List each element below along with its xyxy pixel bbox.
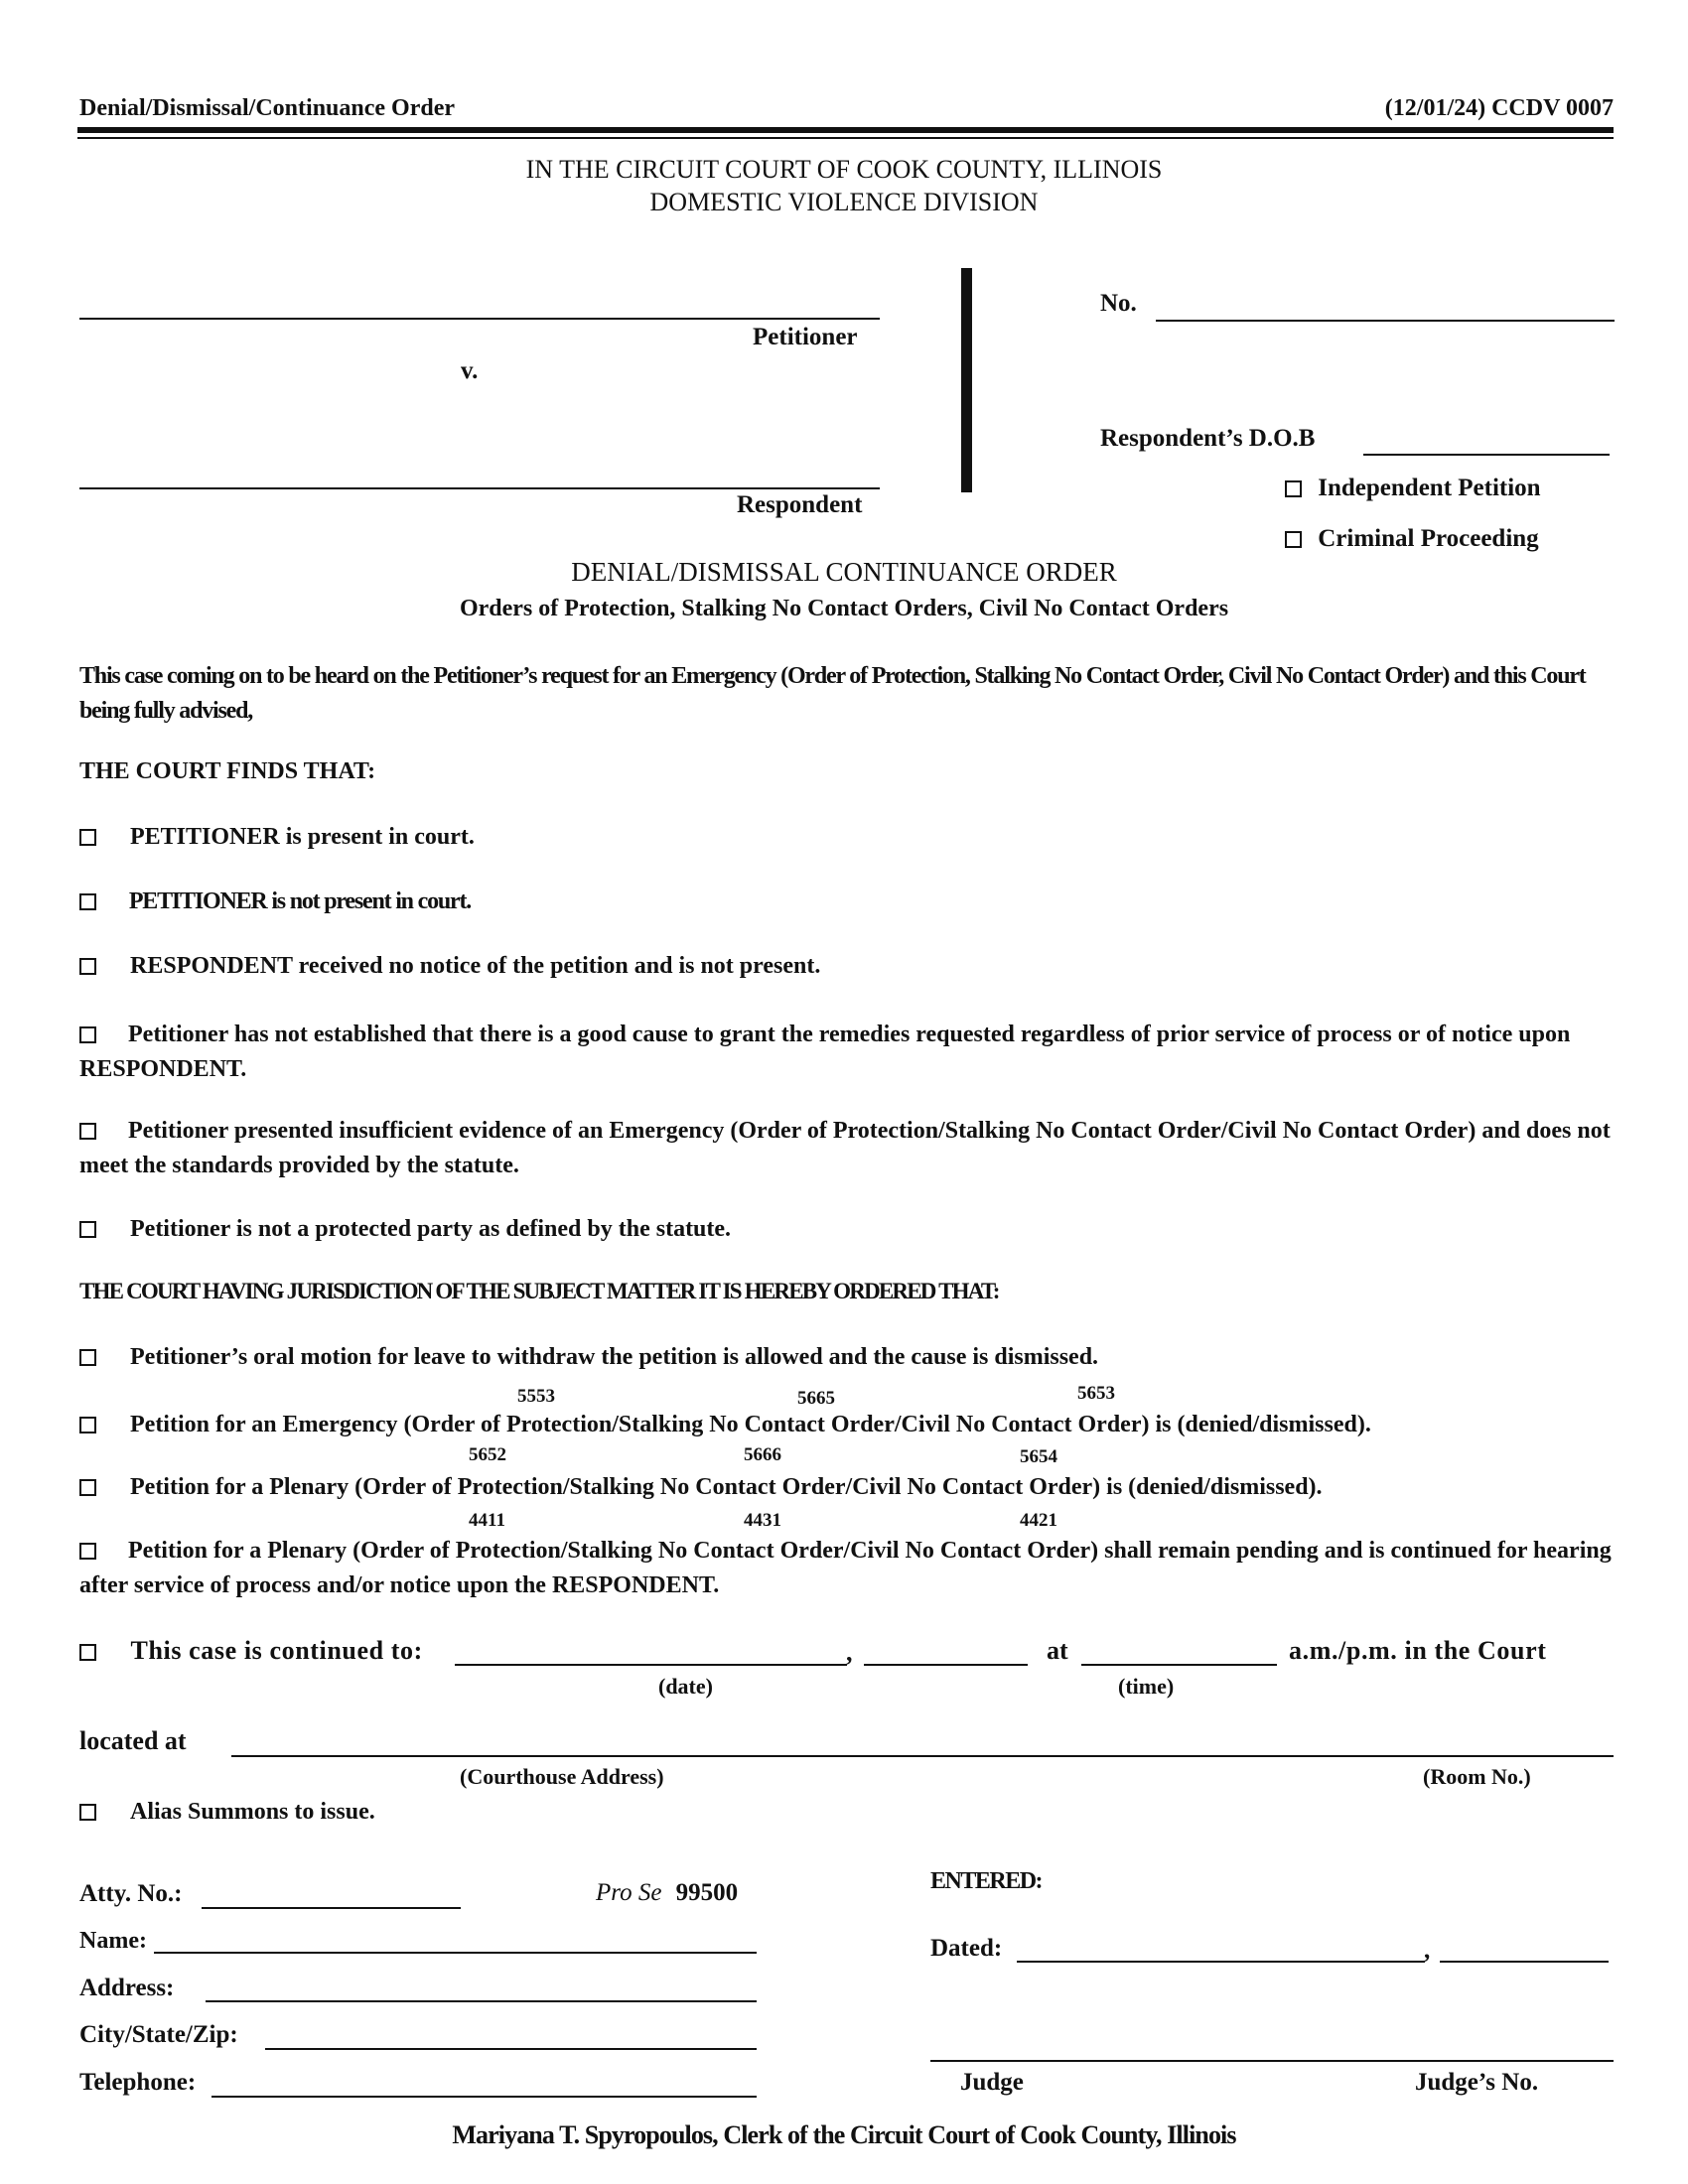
versus-label: v. <box>461 357 479 384</box>
code-label: 4431 <box>744 1510 781 1531</box>
judge-no-label: Judge’s No. <box>1415 2069 1539 2096</box>
court-division: DOMESTIC VIOLENCE DIVISION <box>649 188 1039 216</box>
order-plenary-pending[interactable]: Petition for a Plenary (Order of Protection/Stalking No Contact Order/Civil No Contact Order) shall remain pending and is continued for hearing after service of process and/or notice upon the RESPONDENT. <box>79 1538 1612 1598</box>
order-withdraw[interactable]: Petitioner’s oral motion for leave to withdraw the petition is allowed and the cause is dismissed. <box>79 1344 1098 1371</box>
finding-checkbox[interactable] <box>79 829 96 846</box>
judge-signature-line[interactable] <box>930 2060 1614 2062</box>
case-no-line[interactable] <box>1156 320 1615 322</box>
dated-line[interactable] <box>1017 1961 1425 1963</box>
independent-petition-label: Independent Petition <box>1318 475 1541 501</box>
finding-item[interactable]: Petitioner has not established that there is a good cause to grant the remedies requested regardless of prior service of process or of notice upon RESPONDENT. <box>79 1022 1571 1082</box>
finding-checkbox[interactable] <box>79 1123 96 1140</box>
finding-checkbox[interactable] <box>79 1221 96 1238</box>
finding-item[interactable]: PETITIONER is not present in court. <box>79 888 471 915</box>
finding-item[interactable]: PETITIONER is present in court. <box>79 824 475 851</box>
finding-checkbox[interactable] <box>79 893 96 910</box>
criminal-proceeding-checkbox[interactable] <box>1285 531 1302 548</box>
finding-item[interactable]: Petitioner presented insufficient evidence of an Emergency (Order of Protection/Stalking No Contact Order/Civil No Contact Order) and does not meet the standards provided by the statute. <box>79 1118 1611 1178</box>
finding-checkbox[interactable] <box>79 958 96 975</box>
name-line[interactable] <box>154 1952 757 1954</box>
continued-year-line[interactable] <box>864 1664 1028 1666</box>
criminal-proceeding-label: Criminal Proceeding <box>1318 525 1539 552</box>
code-label: 5653 <box>1077 1383 1115 1404</box>
finding-checkbox[interactable] <box>79 1026 96 1043</box>
code-label: 5553 <box>517 1386 555 1407</box>
city-line[interactable] <box>265 2048 757 2050</box>
courthouse-address-line[interactable] <box>231 1755 1614 1757</box>
continued-time-line[interactable] <box>1081 1664 1277 1666</box>
petitioner-name-line[interactable] <box>79 318 880 320</box>
order-checkbox[interactable] <box>79 1479 96 1496</box>
petitioner-label: Petitioner <box>753 324 858 350</box>
located-at-label: located at <box>79 1726 187 1755</box>
form-title: Denial/Dismissal/Continuance Order <box>79 95 456 121</box>
code-label: 5654 <box>1020 1446 1057 1467</box>
dated-label: Dated: <box>930 1935 1003 1962</box>
finding-item[interactable]: RESPONDENT received no notice of the petition and is not present. <box>79 953 820 980</box>
city-label: City/State/Zip: <box>79 2021 238 2048</box>
continued-ampm: a.m./p.m. in the Court <box>1289 1636 1547 1665</box>
caption-divider <box>961 268 972 492</box>
clerk-footer: Mariyana T. Spyropoulos, Clerk of the Circuit Court of Cook County, Illinois <box>452 2120 1236 2149</box>
order-title: DENIAL/DISMISSAL CONTINUANCE ORDER <box>571 557 1117 587</box>
respondent-name-line[interactable] <box>79 487 880 489</box>
continued-at: at <box>1047 1636 1068 1665</box>
pro-se-code: 99500 <box>675 1879 739 1906</box>
order-continued[interactable]: This case is continued to: <box>79 1636 423 1666</box>
code-label: 5652 <box>469 1444 506 1465</box>
code-label: 4421 <box>1020 1510 1057 1531</box>
intro-paragraph: This case coming on to be heard on the Petitioner’s request for an Emergency (Order of Protection, Stalking No Contact Order, Civil No Contact Order) and this Court being fully advised, <box>79 663 1586 724</box>
atty-no-label: Atty. No.: <box>79 1880 183 1907</box>
date-caption: (date) <box>658 1674 713 1699</box>
dated-year-line[interactable] <box>1440 1961 1609 1963</box>
header-rule-thick <box>77 127 1614 133</box>
respondent-label: Respondent <box>737 491 863 518</box>
entered-label: ENTERED: <box>930 1868 1043 1894</box>
order-checkbox[interactable] <box>79 1644 96 1661</box>
dob-label: Respondent’s D.O.B <box>1100 425 1316 452</box>
header-rule-thin <box>77 137 1614 139</box>
continued-date-line[interactable] <box>455 1664 847 1666</box>
court-name: IN THE CIRCUIT COURT OF COOK COUNTY, ILLINOIS <box>525 155 1163 184</box>
code-label: 5665 <box>797 1388 835 1409</box>
time-caption: (time) <box>1118 1674 1175 1699</box>
order-plenary-denied[interactable]: Petition for a Plenary (Order of Protection/Stalking No Contact Order/Civil No Contact Order) is (denied/dismissed). <box>79 1474 1323 1501</box>
continued-comma: , <box>846 1638 853 1667</box>
address-label: Address: <box>79 1975 175 2001</box>
orders-heading: THE COURT HAVING JURISDICTION OF THE SUBJECT MATTER IT IS HEREBY ORDERED THAT: <box>79 1279 999 1303</box>
pro-se <box>596 1879 738 1907</box>
order-checkbox[interactable] <box>79 1417 96 1433</box>
criminal-proceeding-option[interactable] <box>1285 525 1539 553</box>
courthouse-address-caption: (Courthouse Address) <box>460 1764 664 1789</box>
order-checkbox[interactable] <box>79 1349 96 1366</box>
dated-comma: , <box>1424 1937 1431 1964</box>
name-label: Name: <box>79 1928 147 1954</box>
order-emergency[interactable]: Petition for an Emergency (Order of Protection/Stalking No Contact Order/Civil No Contact Order) is (denied/dismissed). <box>79 1412 1371 1438</box>
order-checkbox[interactable] <box>79 1543 96 1560</box>
judge-label: Judge <box>960 2069 1024 2096</box>
code-label: 4411 <box>469 1510 505 1531</box>
code-label: 5666 <box>744 1444 781 1465</box>
finding-item[interactable]: Petitioner is not a protected party as defined by the statute. <box>79 1216 731 1243</box>
form-code: (12/01/24) CCDV 0007 <box>1384 95 1614 121</box>
independent-petition-checkbox[interactable] <box>1285 480 1302 497</box>
findings-heading: THE COURT FINDS THAT: <box>79 758 376 784</box>
address-line[interactable] <box>206 2000 757 2002</box>
order-subtitle: Orders of Protection, Stalking No Contact Orders, Civil No Contact Orders <box>459 596 1229 621</box>
case-no-label: No. <box>1100 290 1137 317</box>
telephone-label: Telephone: <box>79 2069 197 2096</box>
telephone-line[interactable] <box>211 2096 757 2098</box>
room-no-caption: (Room No.) <box>1423 1764 1531 1789</box>
order-checkbox[interactable] <box>79 1804 96 1821</box>
order-alias[interactable]: Alias Summons to issue. <box>79 1799 375 1826</box>
independent-petition-option[interactable] <box>1285 475 1541 502</box>
pro-se-label: Pro Se <box>596 1879 662 1906</box>
dob-line[interactable] <box>1363 454 1610 456</box>
atty-no-line[interactable] <box>202 1907 461 1909</box>
